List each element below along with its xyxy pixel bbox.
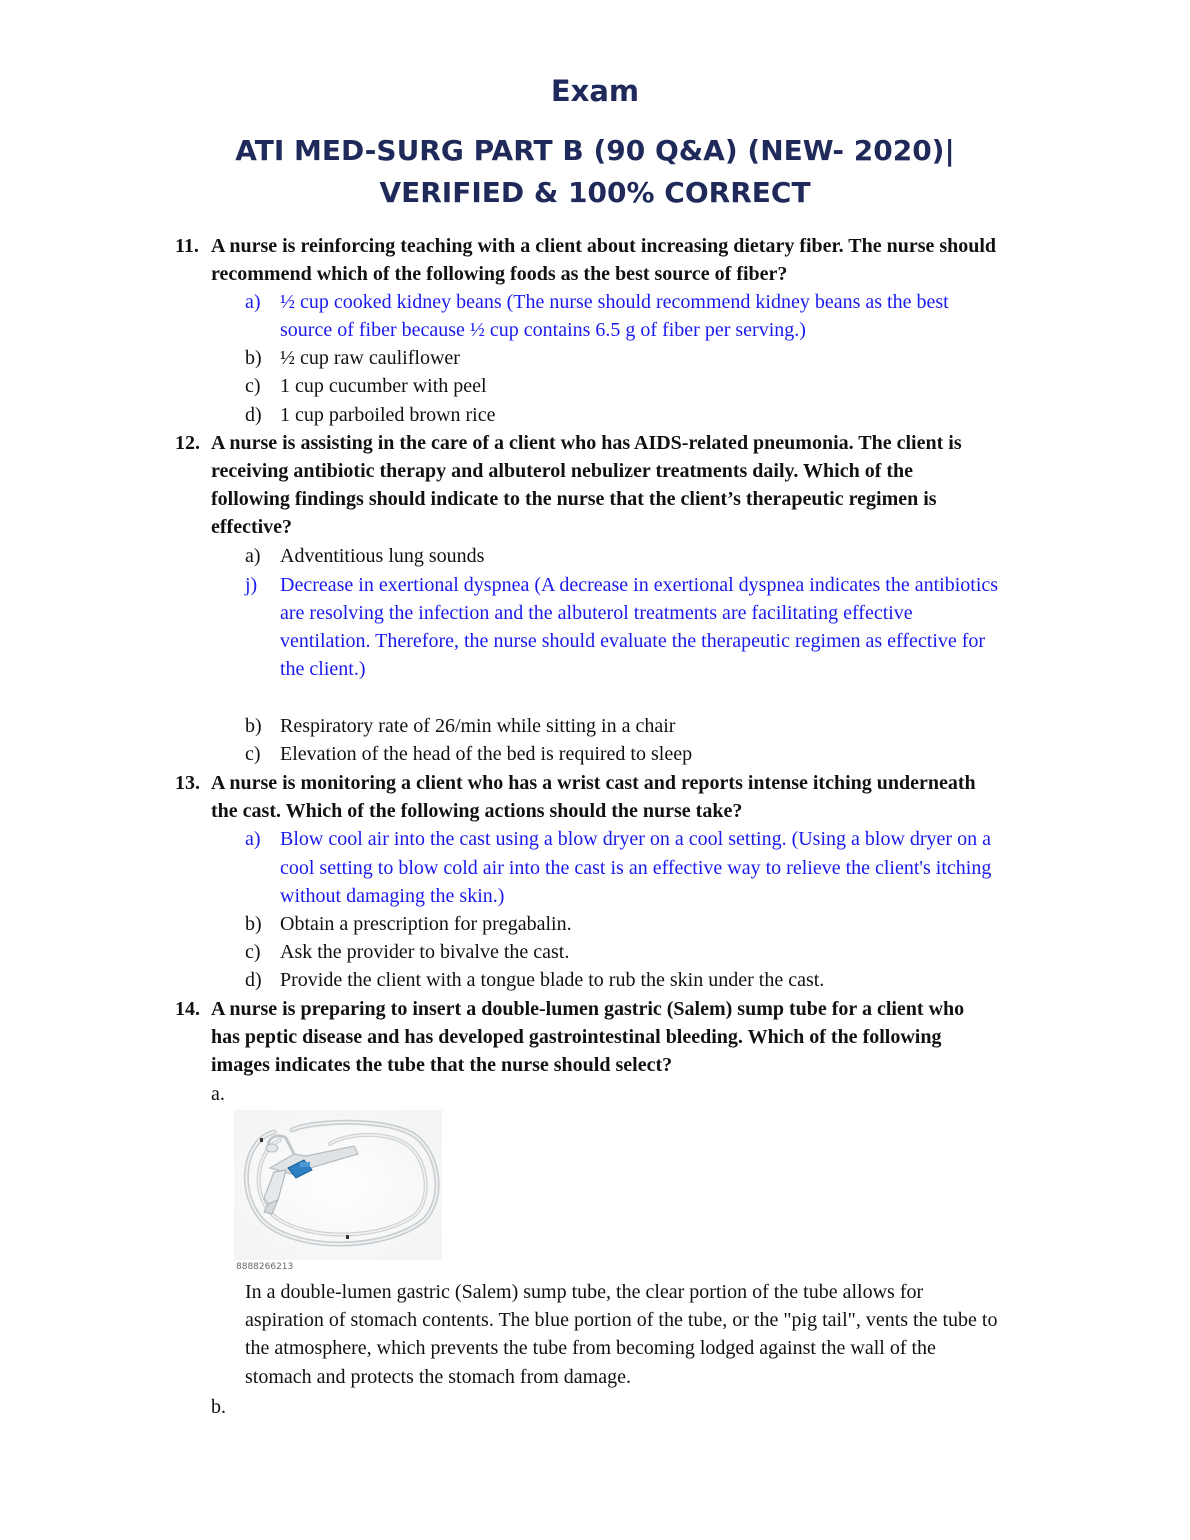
option-label-correct: a): [245, 291, 261, 313]
question-text: recommend which of the following foods as the best source of fiber?: [211, 263, 788, 285]
image-caption: 8888266213: [236, 1262, 294, 1272]
option-label: c): [245, 743, 261, 765]
option-text: Obtain a prescription for pregabalin.: [280, 913, 572, 935]
option-label: b): [245, 347, 262, 369]
option-label: b): [245, 913, 262, 935]
option-label-correct: a): [245, 828, 261, 850]
option-text: Provide the client with a tongue blade to rub the skin under the cast.: [280, 969, 825, 991]
explanation-text: In a double-lumen gastric (Salem) sump tube, the clear portion of the tube allows for: [245, 1281, 924, 1303]
option-text: Ask the provider to bivalve the cast.: [280, 941, 570, 963]
explanation-text: stomach and protects the stomach from damage.: [245, 1366, 631, 1388]
option-correct-answer: ventilation. Therefore, the nurse should evaluate the therapeutic regimen as effective for: [280, 630, 986, 652]
option-text: Adventitious lung sounds: [280, 545, 485, 567]
option-correct-answer: the client.): [280, 658, 366, 680]
option-label: a): [245, 545, 261, 567]
explanation-text: the atmosphere, which prevents the tube from becoming lodged against the wall of the: [245, 1337, 936, 1359]
question-text: the cast. Which of the following actions should the nurse take?: [211, 800, 743, 822]
option-correct-answer: cool setting to blow cold air into the cast is an effective way to relieve the client's itching: [280, 857, 992, 879]
explanation-text: aspiration of stomach contents. The blue portion of the tube, or the "pig tail", vents the tube to: [245, 1309, 998, 1331]
option-text: Elevation of the head of the bed is required to sleep: [280, 743, 693, 765]
question-text: images indicates the tube that the nurse should select?: [211, 1054, 673, 1076]
option-correct-answer: without damaging the skin.): [280, 885, 505, 907]
option-text: 1 cup parboiled brown rice: [280, 404, 496, 426]
question-number: 11.: [175, 235, 199, 257]
option-correct-answer: Blow cool air into the cast using a blow dryer on a cool setting. (Using a blow dryer on a: [280, 828, 991, 850]
option-label: c): [245, 375, 261, 397]
option-label: d): [245, 969, 262, 991]
option-correct-answer: source of fiber because ½ cup contains 6.5 g of fiber per serving.): [280, 319, 806, 341]
exam-title: Exam: [550, 74, 640, 108]
question-text: A nurse is monitoring a client who has a wrist cast and reports intense itching underneath: [211, 772, 976, 794]
option-label: d): [245, 404, 262, 426]
option-label: c): [245, 941, 261, 963]
exam-subtitle-line-1: ATI MED-SURG PART B (90 Q&A) (NEW- 2020)|: [235, 134, 955, 167]
option-label: b): [245, 715, 262, 737]
option-label-b: b.: [211, 1396, 226, 1418]
exam-subtitle-line-2: VERIFIED & 100% CORRECT: [379, 176, 811, 209]
exam-subtitle: [0, 130, 1190, 214]
question-text: has peptic disease and has developed gastrointestinal bleeding. Which of the following: [211, 1026, 942, 1048]
question-number: 13.: [175, 772, 200, 794]
option-correct-answer: ½ cup cooked kidney beans (The nurse should recommend kidney beans as the best: [280, 291, 949, 313]
salem-sump-tube-image: [234, 1110, 442, 1260]
option-text: Respiratory rate of 26/min while sitting in a chair: [280, 715, 676, 737]
option-correct-answer: are resolving the infection and the albuterol treatments are facilitating effective: [280, 602, 913, 624]
option-label-a: a.: [211, 1083, 225, 1105]
question-text: A nurse is reinforcing teaching with a client about increasing dietary fiber. The nurse should: [211, 235, 997, 257]
option-label-correct: j): [245, 574, 258, 596]
option-text: ½ cup raw cauliflower: [280, 347, 460, 369]
question-text: receiving antibiotic therapy and albuterol nebulizer treatments daily. Which of the: [211, 460, 914, 482]
question-number: 12.: [175, 432, 200, 454]
question-text: effective?: [211, 516, 293, 538]
question-number: 14.: [175, 998, 200, 1020]
question-text: following findings should indicate to the nurse that the client’s therapeutic regimen is: [211, 488, 937, 510]
option-correct-answer: Decrease in exertional dyspnea (A decrease in exertional dyspnea indicates the antibiotics: [280, 574, 999, 596]
question-text: A nurse is preparing to insert a double-lumen gastric (Salem) sump tube for a client who: [211, 998, 965, 1020]
option-text: 1 cup cucumber with peel: [280, 375, 487, 397]
question-text: A nurse is assisting in the care of a client who has AIDS-related pneumonia. The client is: [211, 432, 962, 454]
